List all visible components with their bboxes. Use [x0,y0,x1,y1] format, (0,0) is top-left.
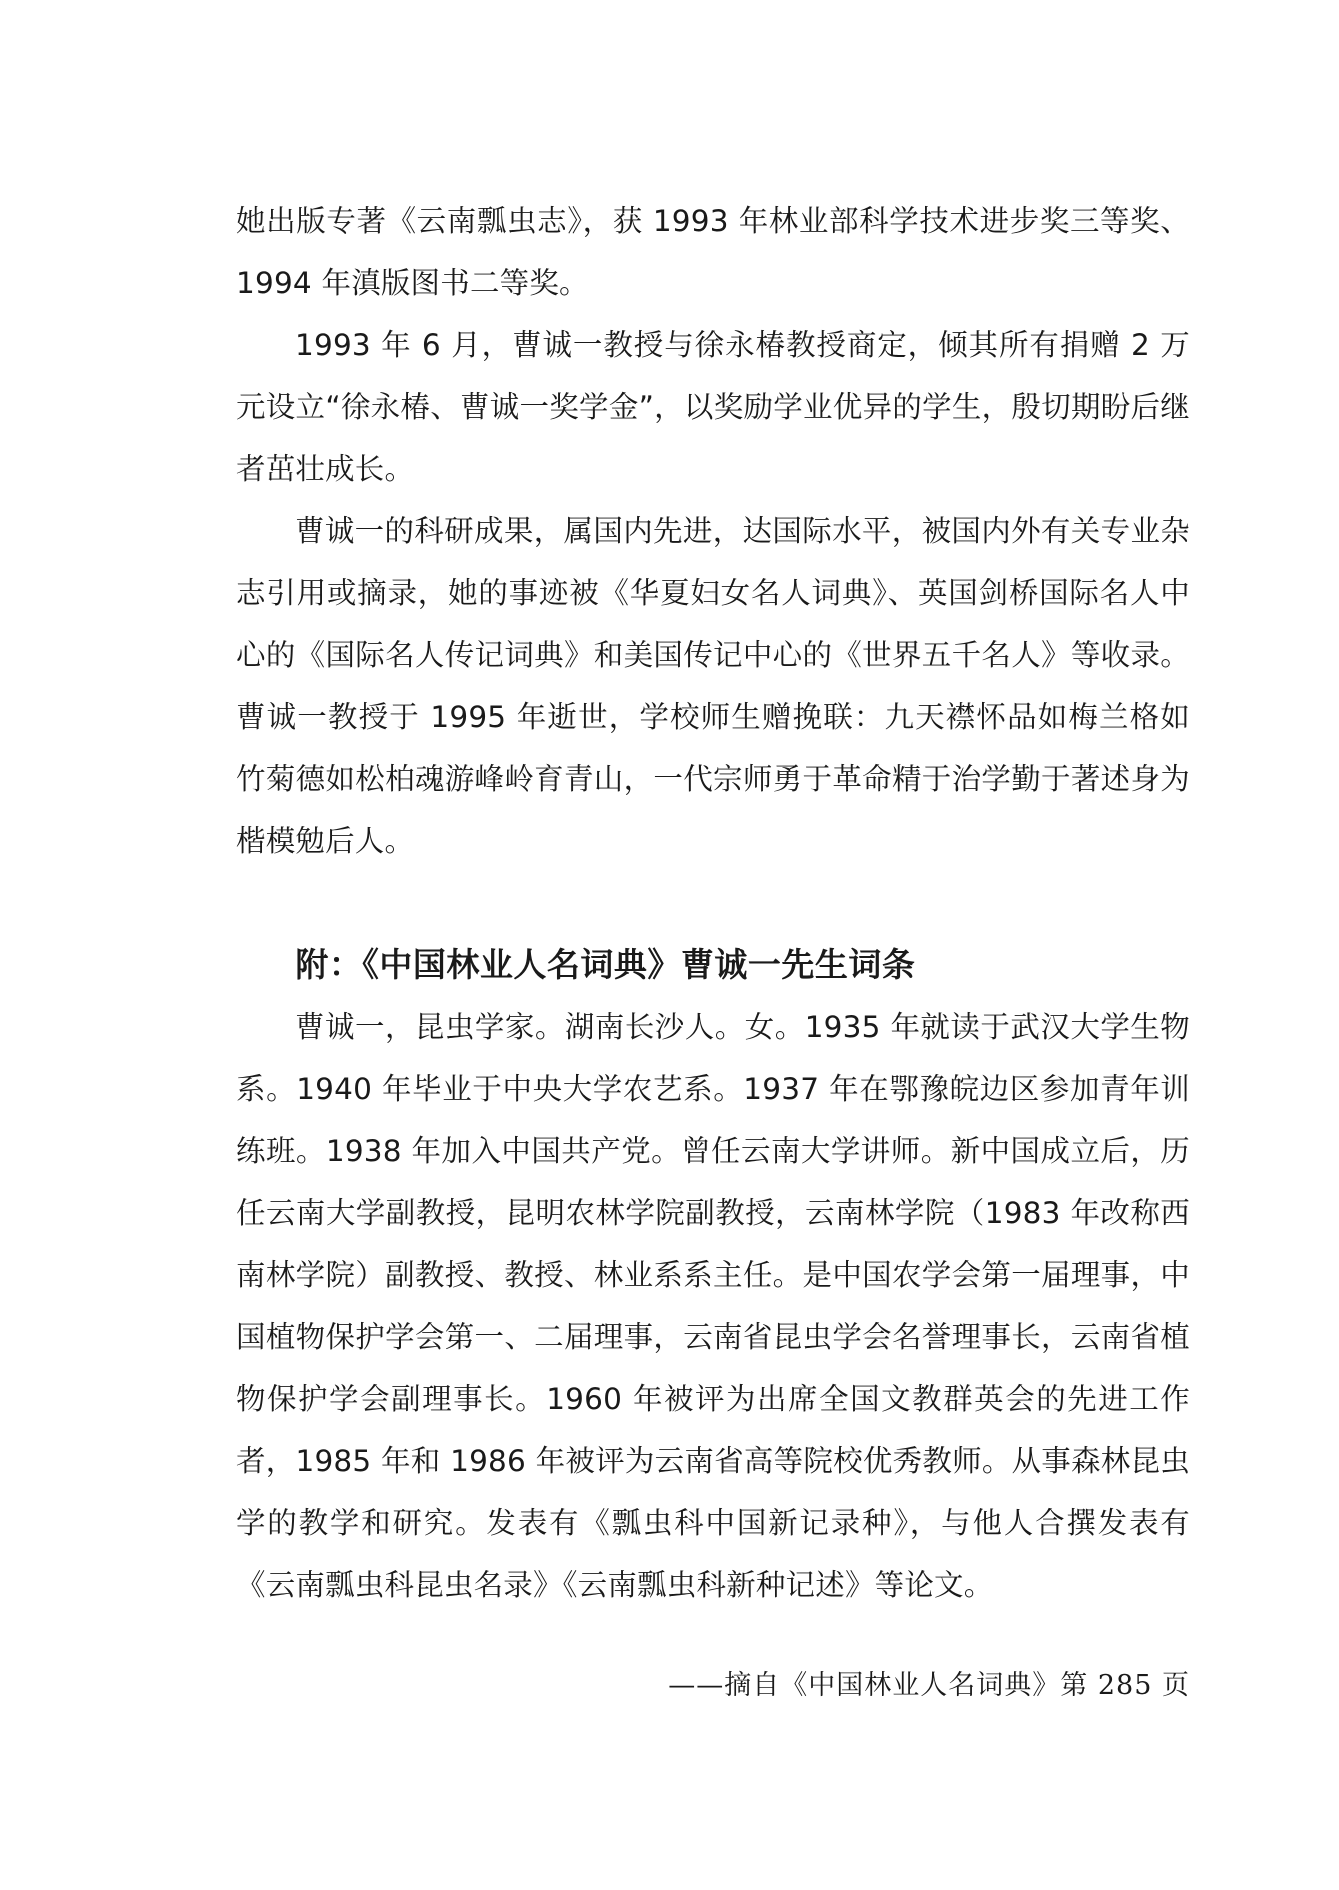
paragraph-research-achievements: 曹诚一的科研成果，属国内先进，达国际水平，被国内外有关专业杂志引用或摘录，她的事迹被《华夏妇女名人词典》、英国剑桥国际名人中心的《国际名人传记词典》和美国传记中心的《世界五千名人》等收录。曹诚一教授于 1995 年逝世，学校师生赠挽联：九天襟怀品如梅兰格如竹菊德如松柏魂游峰岭育青山，一代宗师勇于革命精于治学勤于著述身为楷模勉后人。 [236,514,1190,858]
paragraph-publication-awards: 她出版专著《云南瓢虫志》，获 1993 年林业部科学技术进步奖三等奖、1994 年滇版图书二等奖。 [236,204,1190,300]
appendix-entry-body: 曹诚一，昆虫学家。湖南长沙人。女。1935 年就读于武汉大学生物系。1940 年毕业于中央大学农艺系。1937 年在鄂豫皖边区参加青年训练班。1938 年加入中国共产党。曾任云南大学讲师。新中国成立后，历任云南大学副教授，昆明农林学院副教授，云南林学院（1983 年改称西南林学院）副教授、教授、林业系系主任。是中国农学会第一届理事，中国植物保护学会第一、二届理事，云南省昆虫学会名誉理事长，云南省植物保护学会副理事长。1960 年被评为出席全国文教群英会的先进工作者，1985 年和 1986 年被评为云南省高等院校优秀教师。从事森林昆虫学的教学和研究。发表有《瓢虫科中国新记录种》，与他人合撰发表有《云南瓢虫科昆虫名录》《云南瓢虫科新种记述》等论文。 [236,1010,1190,1602]
appendix-citation: ——摘自《中国林业人名词典》第 285 页 [668,1670,1190,1701]
appendix-heading: 附：《中国林业人名词典》曹诚一先生词条 [295,945,916,984]
paragraph-scholarship: 1993 年 6 月，曹诚一教授与徐永椿教授商定，倾其所有捐赠 2 万元设立“徐永椿、曹诚一奖学金”，以奖励学业优异的学生，殷切期盼后继者茁壮成长。 [236,328,1190,486]
document-page [236,190,1190,1716]
